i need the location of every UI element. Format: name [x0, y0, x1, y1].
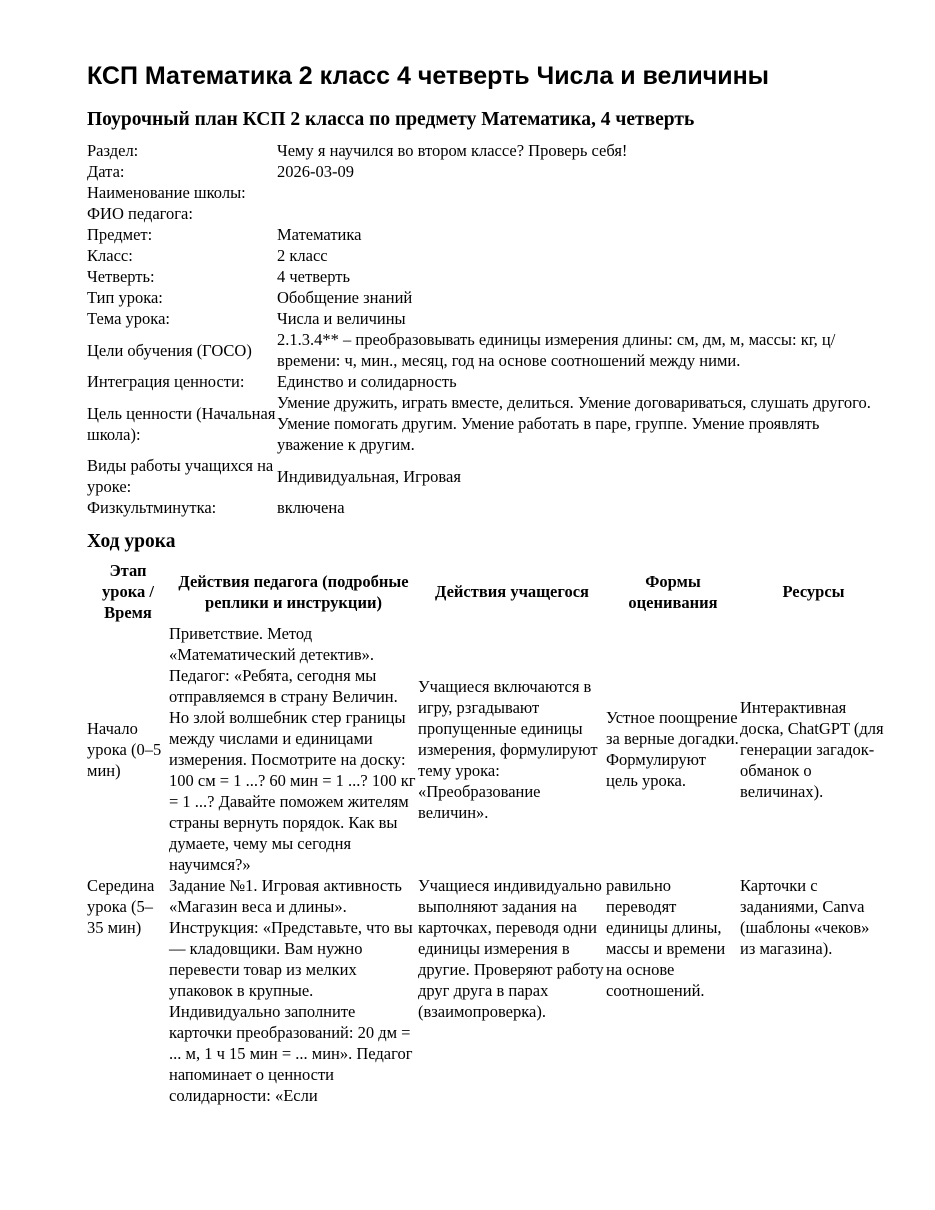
row-resources: Карточки с заданиями, Canva (шаблоны «чеков» из магазина).: [740, 876, 870, 958]
info-row: [87, 266, 887, 287]
info-row: [87, 455, 887, 497]
info-value: Обобщение знаний: [277, 288, 413, 307]
info-label: Тема урока:: [87, 309, 170, 328]
info-label: Виды работы учащихся на уроке:: [87, 456, 274, 496]
lesson-row-middle: [87, 875, 887, 1106]
info-value: Умение дружить, играть вместе, делиться. Умение договариваться, слушать другого. Умение помогать другим. Умение работать в паре, группе. Умение проявлять уважение к другим.: [277, 393, 871, 454]
info-value: 4 четверть: [277, 267, 350, 286]
info-row: [87, 329, 887, 371]
info-value: 2026-03-09: [277, 162, 354, 181]
lesson-flow-table: [87, 560, 887, 1106]
info-value: Числа и величины: [277, 309, 406, 328]
info-value: Единство и солидарность: [277, 372, 457, 391]
info-row: [87, 371, 887, 392]
header-assessment: Формы оценивания: [628, 571, 718, 612]
info-label: Класс:: [87, 246, 133, 265]
info-value: Чему я научился во втором классе? Проверь себя!: [277, 141, 628, 160]
info-value: [277, 182, 887, 203]
info-label: Цели обучения (ГОСО): [87, 340, 252, 360]
row-student-actions: Учащиеся включаются в игру, рзгадывают пропущенные единицы измерения, формулируют тему урока: «Преобразование величин».: [418, 676, 598, 822]
info-value: 2 класс: [277, 246, 328, 265]
info-value: [277, 203, 887, 224]
info-value: Индивидуальная, Игровая: [277, 466, 461, 486]
info-row: [87, 392, 887, 455]
lesson-table-header-row: [87, 560, 887, 623]
info-row: [87, 140, 887, 161]
info-row: [87, 497, 887, 518]
header-student-actions: Действия учащегося: [435, 582, 589, 601]
info-label: Физкультминутка:: [87, 498, 217, 517]
header-teacher-actions: Действия педагога (подробные реплики и инструкции): [178, 571, 409, 612]
document-page: [87, 56, 887, 1106]
row-resources: Интерактивная доска, ChatGPT (для генерации загадок-обманок о величинах).: [740, 697, 884, 801]
row-student-actions: Учащиеся индивидуально выполняют задания на карточках, переводя одни единицы измерения в другие. Проверяют работу друг друга в парах (взаимопроверка).: [418, 876, 604, 1021]
plan-subtitle: Поурочный план КСП 2 класса по предмету Математика, 4 четверть: [87, 109, 695, 130]
info-label: Четверть:: [87, 267, 155, 286]
info-label: Цель ценности (Начальная школа):: [87, 403, 276, 444]
info-label: Раздел:: [87, 141, 139, 160]
info-label: Тип урока:: [87, 288, 163, 307]
info-row: [87, 224, 887, 245]
lesson-info-table: [87, 140, 887, 518]
info-row: [87, 161, 887, 182]
info-value: Математика: [277, 225, 362, 244]
info-row: [87, 203, 887, 224]
row-stage: Середина урока (5–35 мин): [87, 876, 155, 937]
row-teacher-actions: Приветствие. Метод «Математический детектив». Педагог: «Ребята, сегодня мы отправляемся в страну Величин. Но злой волшебник стер границы между числами и единицами измерения. Посмотрите на доску: 100 см = 1 ...? 60 мин = 1 ...? 100 кг = 1 ...? Давайте поможем жителям страны вернуть порядок. Как вы думаете, чему мы сегодня научимся?»: [169, 624, 416, 874]
info-row: [87, 308, 887, 329]
header-resources: Ресурсы: [782, 582, 845, 601]
info-value: включена: [277, 498, 345, 517]
row-stage: Начало урока (0–5 мин): [87, 718, 162, 780]
info-row: [87, 287, 887, 308]
info-row: [87, 182, 887, 203]
document-title: КСП Математика 2 класс 4 четверть Числа и величины: [87, 62, 770, 90]
info-row: [87, 245, 887, 266]
section-title: Ход урока: [87, 531, 176, 552]
info-value: 2.1.3.4** – преобразовывать единицы измерения длины: см, дм, м, массы: кг, ц/ времени: ч, мин., месяц, год на основе соотношений между ними.: [277, 330, 836, 370]
header-stage: Этап урока / Время: [102, 561, 154, 622]
row-assessment: Устное поощрение за верные догадки. Формулируют цель урока.: [606, 708, 739, 790]
info-label: Наименование школы:: [87, 183, 246, 202]
info-label: Дата:: [87, 162, 125, 181]
info-label: Предмет:: [87, 225, 153, 244]
info-label: Интеграция ценности:: [87, 372, 245, 391]
row-assessment: равильно переводят единицы длины, массы и времени на основе соотношений.: [606, 876, 726, 1000]
info-label: ФИО педагога:: [87, 204, 193, 223]
lesson-row-start: [87, 623, 887, 875]
row-teacher-actions: Задание №1. Игровая активность «Магазин веса и длины». Инструкция: «Представьте, что вы — кладовщики. Вам нужно перевести товар из мелких упаковок в крупные. Индивидуально заполните карточки преобразований: 20 дм = ... м, 1 ч 15 мин = ... мин». Педагог напоминает о ценности солидарности: «Если: [169, 876, 413, 1105]
